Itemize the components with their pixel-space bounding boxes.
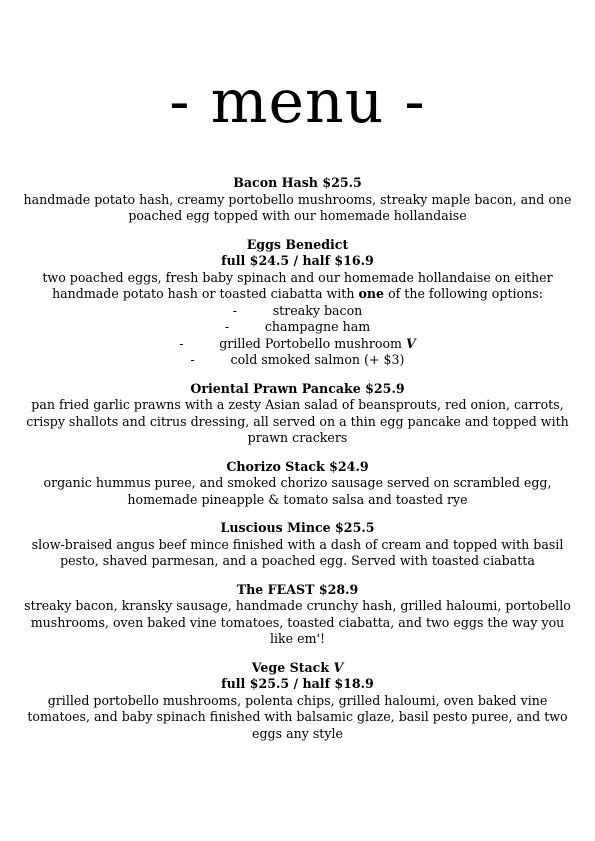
option-dash: -	[190, 352, 195, 367]
item-name: Oriental Prawn Pancake $25.9	[190, 380, 405, 396]
item-name: Bacon Hash $25.5	[233, 175, 362, 190]
item-description-text: of the following options:	[388, 286, 543, 301]
menu-item-chorizo-stack	[20, 459, 575, 509]
item-description-emphasis: one	[358, 286, 385, 301]
item-description: grilled portobello mushrooms, polenta chips, grilled haloumi, oven baked vine tomatoes, and baby spinach finished with balsamic glaze, basil pesto puree, and two eggs any style	[27, 692, 568, 741]
option-dash: -	[232, 302, 237, 318]
item-name: Chorizo Stack $24.9	[226, 458, 369, 474]
item-description: organic hummus puree, and smoked chorizo sausage served on scrambled egg, homemade pineapple & tomato salsa and toasted rye	[43, 475, 552, 507]
item-name: Luscious Mince $25.5	[220, 520, 375, 535]
option-line	[20, 303, 575, 320]
item-price: full $24.5 / half $16.9	[221, 253, 374, 268]
item-price: full $25.5 / half $18.9	[221, 676, 374, 691]
option-label: cold smoked salmon (+ $3)	[230, 352, 405, 367]
item-description	[20, 270, 575, 303]
menu-item-eggs-benedict	[20, 237, 575, 369]
menu-item-vege-stack	[20, 660, 575, 743]
item-description: handmade potato hash, creamy portobello mushrooms, streaky maple bacon, and one poached egg topped with our homemade hollandaise	[23, 191, 572, 223]
option-dash: -	[224, 319, 230, 334]
option-dash: -	[179, 335, 184, 351]
option-line	[20, 336, 575, 353]
option-line	[20, 319, 575, 336]
item-name-line	[20, 660, 575, 677]
item-description: streaky bacon, kransky sausage, handmade crunchy hash, grilled haloumi, portobello mushrooms, oven baked vine tomatoes, toasted ciabatta, and two eggs the way you like em'!	[24, 598, 571, 646]
option-line	[20, 352, 575, 369]
menu-list	[20, 175, 575, 754]
menu-title: - menu -	[169, 67, 426, 137]
menu-item-oriental-prawn-pancake	[20, 381, 575, 447]
option-label: champagne ham	[264, 319, 371, 334]
item-name: Eggs Benedict	[246, 236, 349, 252]
item-description: slow-braised angus beef mince finished with a dash of cream and topped with basil pesto, shaved parmesan, and a poached egg. Served with toasted ciabatta	[31, 536, 564, 568]
item-name: Vege Stack	[251, 659, 330, 675]
item-description: pan fried garlic prawns with a zesty Asian salad of beansprouts, red onion, carrots, crispy shallots and citrus dressing, all served on a thin egg pancake and topped with prawn crackers	[26, 397, 569, 445]
item-description-text: two poached eggs, fresh baby spinach and our homemade hollandaise on either handmade potato hash or toasted ciabatta with	[42, 269, 553, 301]
menu-item-luscious-mince	[20, 520, 575, 570]
vegetarian-mark: V	[406, 335, 416, 351]
item-name: The FEAST $28.9	[236, 581, 359, 597]
vegetarian-mark: V	[333, 659, 344, 675]
menu-item-bacon-hash	[20, 175, 575, 225]
option-label: streaky bacon	[272, 302, 363, 318]
menu-item-the-feast	[20, 582, 575, 648]
option-label: grilled Portobello mushroom	[219, 335, 402, 351]
